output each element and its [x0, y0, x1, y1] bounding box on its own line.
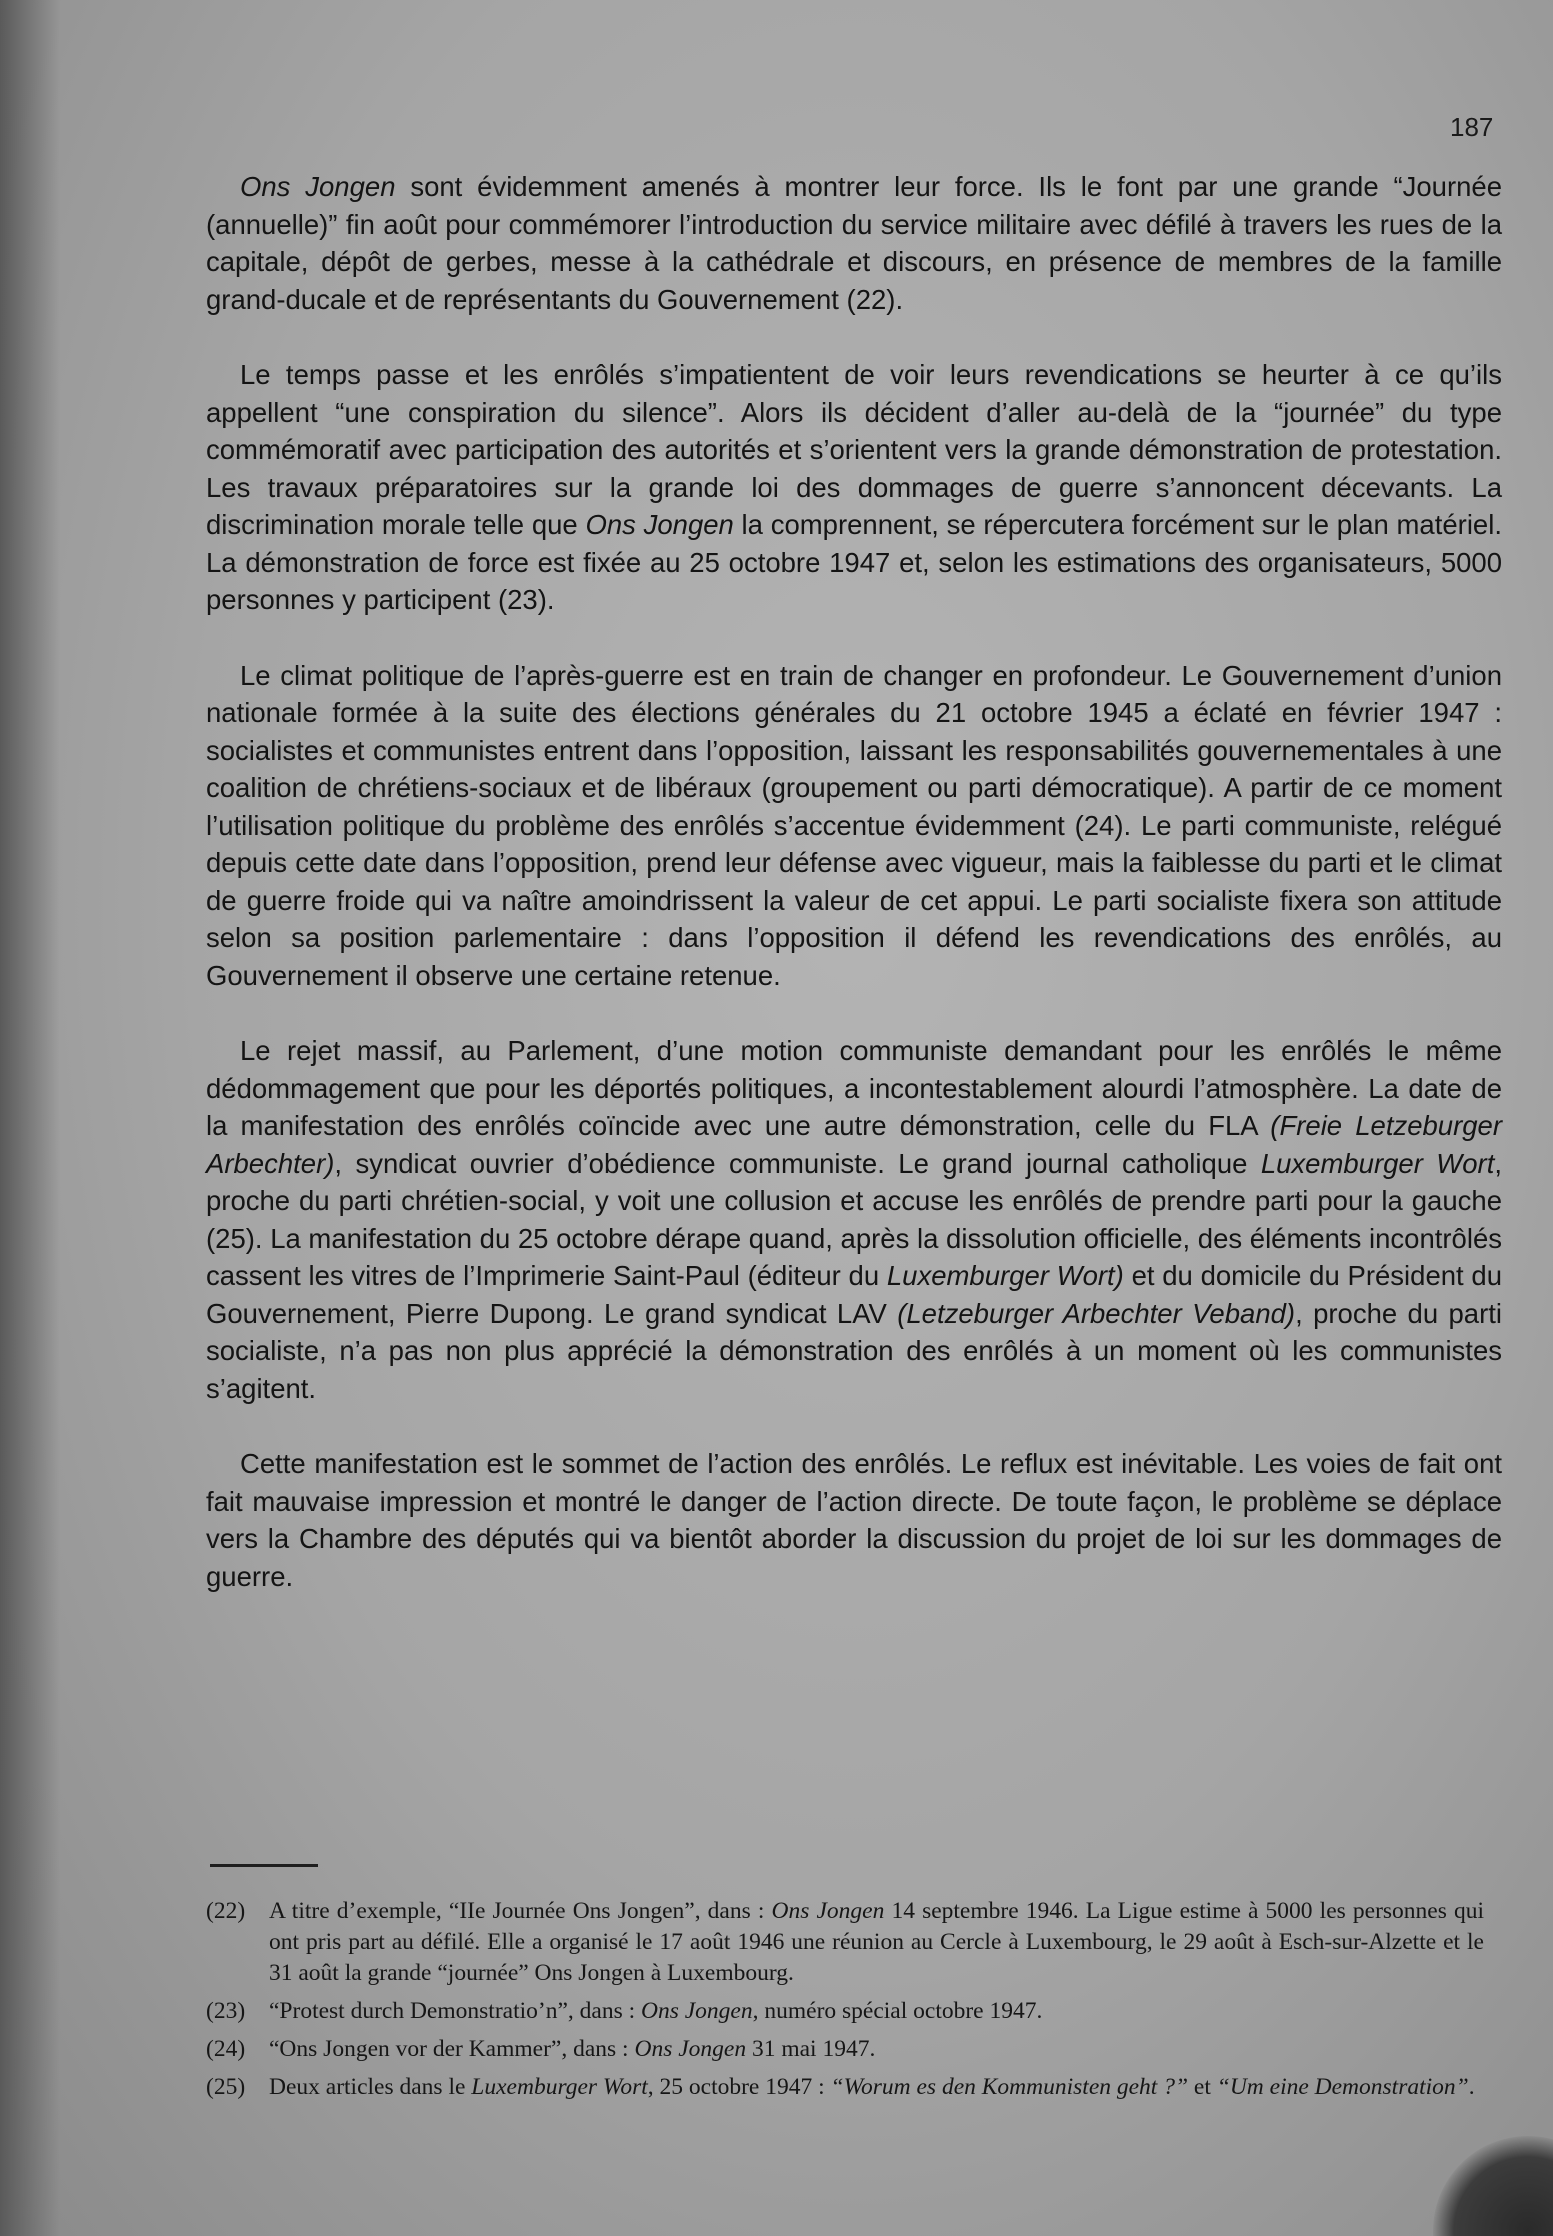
italic-text-run: Luxemburger Wort [471, 2074, 648, 2100]
text-run: , proche du parti chrétien-social, y voit une collusion et accuse les enrôlés de prendre parti pour la gauche (25). La manifestation du 25 octobre dérape quand, après la dissolution officielle, des éléments incontrôlés cassent les vitres de l’Imprimerie Saint-Paul (éditeur du [206, 1147, 1502, 1291]
italic-text-run: Luxemburger Wort [1260, 1147, 1495, 1179]
text-run: “Protest durch Demonstratio’n”, dans : [269, 1998, 641, 2024]
footnote-text [269, 2074, 1475, 2100]
text-run: sont évidemment amenés à montrer leur force. Ils le font par une grande “Journée (annuelle)” fin août pour commémorer l’introduction du service militaire avec défilé à travers les rues de la capitale, dépôt de gerbes, messe à la cathédrale et discours, en présence de membres de la famille grand-ducale et de représentants du Gouvernement (22). [206, 171, 1503, 315]
footnote-number: (24) [206, 2036, 246, 2062]
footnote-number: (25) [206, 2074, 246, 2100]
text-run: . [1468, 2074, 1475, 2100]
footnote-text [269, 2036, 875, 2062]
text-run: et [1188, 2074, 1217, 2100]
text-run: Deux articles dans le [269, 2074, 472, 2100]
italic-text-run: Ons Jongen [585, 509, 734, 540]
text-run: , proche du parti socialiste, n’a pas non plus apprécié la démonstration des enrôlés à un moment où les communistes s’agitent. [206, 1297, 1502, 1404]
body-text [206, 168, 1502, 1633]
italic-text-run: Ons Jongen [634, 2036, 747, 2062]
paragraph-1 [206, 168, 1502, 318]
text-run: Le rejet massif, au Parlement, d’une motion communiste demandant pour les enrôlés le même dédommagement que pour les déportés politiques, a incontestablement alourdi l’atmosphère. La date de la manifestation des enrôlés coïncide avec une autre démonstration, celle du FLA [206, 1035, 1502, 1141]
page-number: 187 [1450, 112, 1494, 142]
footnote-number: (23) [206, 1998, 246, 2024]
text-run: Le climat politique de l’après-guerre est en train de changer en profondeur. Le Gouvernement d’union nationale formée à la suite des élections générales du 21 octobre 1945 a éclaté en février 1947 : socialistes et communistes entrent dans l’opposition, laissant les responsabilités gouvernementales à une coalition de chrétiens-sociaux et de libéraux (groupement ou parti démocratique). A partir de ce moment l’utilisation politique du problème des enrôlés s’accentue évidemment (24). Le parti communiste, relégué depuis cette date dans l’opposition, prend leur défense avec vigueur, mais la faiblesse du parti et le climat de guerre froide qui va naître amoindrissent la valeur de cet appui. Le parti socialiste fixera son attitude selon sa position parlementaire : dans l’opposition il défend les revendications des enrôlés, au Gouvernement il observe une certaine retenue. [206, 659, 1502, 991]
text-run: Cette manifestation est le sommet de l’action des enrôlés. Le reflux est inévitable. Les voies de fait ont fait mauvaise impression et montré le danger de l’action directe. De toute façon, le problème se déplace vers la Chambre des députés qui va bientôt aborder la discussion du projet de loi sur les dommages de guerre. [206, 1448, 1502, 1592]
text-run: , syndicat ouvrier d’obédience communiste. Le grand journal catholique [334, 1147, 1261, 1179]
italic-text-run: “Um eine Demonstration” [1216, 2074, 1469, 2100]
footnote-number: (22) [206, 1898, 246, 1924]
footnote-22 [206, 1896, 1484, 1989]
italic-text-run: (Freie Letzeburger Arbechter) [206, 1110, 1503, 1179]
italic-text-run: Luxemburger Wort) [886, 1260, 1124, 1291]
text-run: et du domicile du Président du Gouvernement, Pierre Dupong. Le grand syndicat LAV [206, 1260, 1502, 1329]
paragraph-4 [206, 1032, 1502, 1407]
footnote-rule [210, 1864, 318, 1867]
italic-text-run: Ons Jongen [641, 1998, 753, 2024]
binding-shadow [0, 0, 60, 2236]
text-run: A titre d’exemple, “IIe Journée Ons Jongen”, dans : [269, 1898, 772, 1924]
footnote-text [269, 1898, 1484, 1986]
text-run: la comprennent, se répercutera forcément sur le plan matériel. La démonstration de force est fixée au 25 octobre 1947 et, selon les estimations des organisateurs, 5000 personnes y participent (23). [206, 509, 1502, 615]
footnote-23 [206, 1996, 1484, 2027]
italic-text-run: Ons Jongen [240, 171, 396, 202]
footnotes [206, 1896, 1484, 2110]
text-run: , numéro spécial octobre 1947. [752, 1998, 1043, 2024]
page-corner-shadow [1433, 2136, 1553, 2236]
text-run: 31 mai 1947. [746, 2036, 876, 2062]
text-run: 14 septembre 1946. La Ligue estime à 5000 les personnes qui ont pris part au défilé. Elle a organisé le 17 août 1946 une réunion au Cercle à Luxembourg, le 29 août à Esch-sur-Alzette et le 31 août la grande “journée” Ons Jongen à Luxembourg. [269, 1898, 1484, 1986]
footnote-25 [206, 2072, 1484, 2103]
paragraph-2 [206, 356, 1502, 619]
footnote-24 [206, 2034, 1484, 2065]
italic-text-run: (Letzeburger Arbechter Veband) [897, 1297, 1296, 1329]
footnote-text [269, 1998, 1042, 2024]
italic-text-run: “Worum es den Kommunisten geht ?” [830, 2074, 1189, 2100]
paragraph-5 [206, 1445, 1502, 1595]
text-run: “Ons Jongen vor der Kammer”, dans : [269, 2036, 635, 2062]
paragraph-3 [206, 657, 1502, 995]
italic-text-run: Ons Jongen [771, 1898, 885, 1924]
text-run: Le temps passe et les enrôlés s’impatientent de voir leurs revendications se heurter à ce qu’ils appellent “une conspiration du silence”. Alors ils décident d’aller au-delà de la “journée” du type commémoratif avec participation des autorités et s’orientent vers la grande démonstration de protestation. Les travaux préparatoires sur la grande loi des dommages de guerre s’annoncent décevants. La discrimination morale telle que [206, 359, 1502, 540]
text-run: , 25 octobre 1947 : [647, 2074, 831, 2100]
